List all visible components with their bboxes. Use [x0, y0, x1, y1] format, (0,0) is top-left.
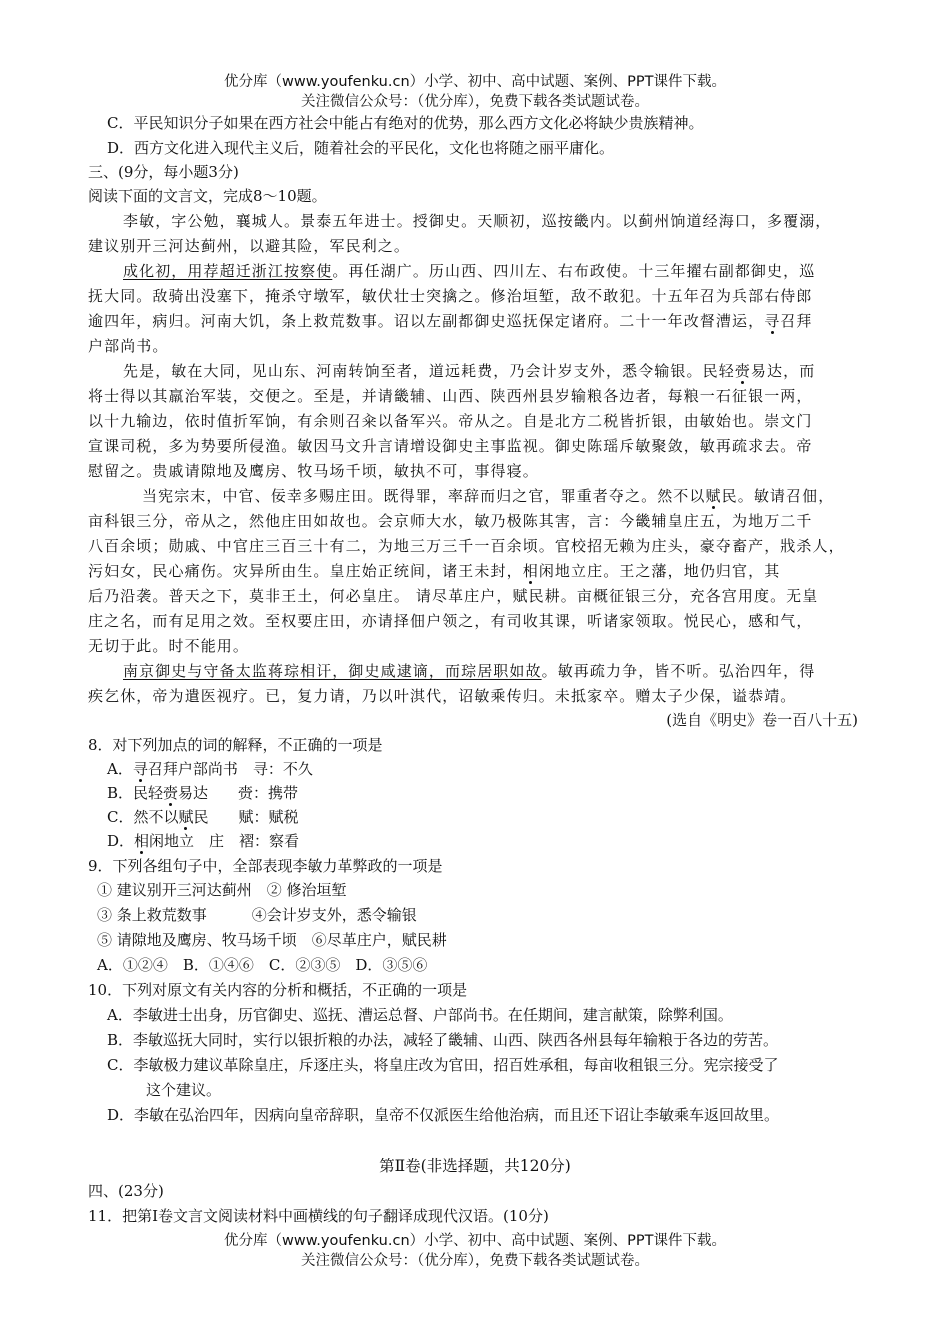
part2-title: 第Ⅱ卷(非选择题，共120分) [379, 1157, 571, 1175]
prev-option-d: D．西方文化进入现代主义后，随着社会的平民化，文化也将随之丽平庸化。 [107, 139, 615, 157]
q9-stem: 9．下列各组句子中，全部表现李敏力革弊政的一项是 [88, 857, 443, 875]
passage-p3-line1: 先是，敏在大同，见山东、河南转饷至者，道远耗费，乃会计岁支外，悉令输银。民轻赍易达，而 [123, 362, 816, 380]
q10-option-a: A．李敏进士出身，历官御史、巡抚、漕运总督、户部尚书。在任期间，建言献策，除弊利国。 [107, 1006, 733, 1024]
header-line-1: 优分库（www.youfenku.cn）小学、初中、高中试题、案例、PPT课件下载。 [224, 74, 726, 90]
header-line-2: 关注微信公众号：（优分库），免费下载各类试题试卷。 [301, 94, 649, 110]
underlined-sentence-1: 成化初，用荐超迁浙江按察使 [123, 262, 333, 280]
dotted-word-xun: 寻 [764, 312, 781, 330]
passage-p3-line3: 以十九输边，依时值折军饷，有余则召籴以备军兴。帝从之。自是北方二税皆折银，由敏始也。崇文门 [88, 412, 813, 430]
footer-line-2: 关注微信公众号：（优分库），免费下载各类试题试卷。 [301, 1253, 649, 1269]
passage-p4-line2: 亩科银三分，帝从之，然他庄田如故也。会京师大水，敏乃极陈其害，言：今畿辅皇庄五，为地万二千 [88, 512, 813, 530]
passage-p4-line4: 污妇女，民心痛伤。灾异所由生。皇庄始正统间，诸王未封，相闲地立庄。王之藩，地仍归官，其 [88, 562, 781, 580]
passage-source: (选自《明史》卷一百八十五) [666, 711, 858, 729]
q8-option-a: A．寻召拜户部尚书 寻：不久 [107, 760, 313, 778]
passage-p4-line1: 当宪宗末，中官、佞幸多赐庄田。既得罪，率辞而归之官，罪重者夺之。然不以赋民。敏请召佃， [142, 487, 835, 505]
q9-row-3: ⑤ 请隙地及鹰房、牧马场千顷 ⑥尽革庄户，赋民耕 [97, 931, 447, 949]
dotted-word-ji: 赍 [734, 362, 751, 380]
q10-option-b: B．李敏巡抚大同时，实行以银折粮的办法，减轻了畿辅、山西、陕西各州县每年输粮于各边的劳苦。 [107, 1031, 779, 1049]
passage-p4-line5: 后乃沿袭。普天之下，莫非王土，何必皇庄。 请尽革庄户，赋民耕。亩概征银三分，充各宫用度。无皇 [88, 587, 819, 605]
q10-stem: 10．下列对原文有关内容的分析和概括，不正确的一项是 [88, 981, 468, 999]
dotted-word-fu: 赋 [705, 487, 722, 505]
passage-p4-line3: 八百余顷；勋戚、中官庄三百三十有二，为地三万三千一百余顷。官校招无赖为庄头，豪夺畜产，戕杀人， [88, 537, 845, 555]
passage-p2-line4: 户部尚书。 [88, 337, 169, 355]
q8-option-c: C．然不以赋民 赋：赋税 [107, 808, 299, 826]
section3-heading: 三、(9分，每小题3分) [88, 163, 239, 181]
section4-heading: 四、(23分) [88, 1182, 164, 1200]
passage-p4-line7: 无切于此。时不能用。 [88, 637, 250, 655]
passage-p5-line2: 疾乞休，帝为遣医视疗。已，复力请，乃以叶淇代，诏敏乘传归。未抵家卒。赠太子少保，谥恭靖。 [88, 687, 797, 705]
section3-instruction: 阅读下面的文言文，完成8～10题。 [88, 187, 327, 205]
q8-stem: 8．对下列加点的词的解释，不正确的一项是 [88, 736, 383, 754]
passage-p1-line2: 建议别开三河达蓟州，以避其险，军民利之。 [88, 237, 411, 255]
passage-p2-line3: 逾四年，病归。河南大饥，条上救荒数事。诏以左副都御史巡抚保定诸府。二十一年改督漕运，寻召拜 [88, 312, 813, 330]
passage-p3-line4: 宣课司税，多为势要所侵渔。敏因马文升言请增设御史主事监视。御史陈瑶斥敏聚敛，敏再疏求去。帝 [88, 437, 813, 455]
passage-p3-line2: 将士得以其羸治军装，交便之。至是，并请畿辅、山西、陕西州县岁输粮各边者，每粮一石征银一两， [88, 387, 813, 405]
prev-option-c: C．平民知识分子如果在西方社会中能占有绝对的优势，那么西方文化必将缺少贵族精神。 [107, 114, 704, 132]
q9-row-1: ① 建议别开三河达蓟州 ② 修治垣堑 [97, 881, 347, 899]
passage-p2-line1: 成化初，用荐超迁浙江按察使。再任湖广。历山西、四川左、右布政使。十三年擢右副都御史，巡 [123, 262, 816, 280]
q10-option-d: D．李敏在弘治四年，因病向皇帝辞职，皇帝不仅派医生给他治病，而且还下诏让李敏乘车返回故里。 [107, 1106, 780, 1124]
passage-p3-line5: 慰留之。贵戚请隙地及鹰房、牧马场千顷，敏执不可，事得寝。 [88, 462, 539, 480]
passage-p4-line6: 庄之名，而有足用之效。至权要庄田，亦请择佃户领之，有司收其课，听诸家领取。悦民心，感和气， [88, 612, 813, 630]
q8-option-b: B．民轻赍易达 赍：携带 [107, 784, 299, 802]
q10-option-c-line2: 这个建议。 [146, 1081, 222, 1099]
q8-option-d: D．相闲地立 庄 褶：察看 [107, 832, 300, 850]
footer-line-1: 优分库（www.youfenku.cn）小学、初中、高中试题、案例、PPT课件下载。 [224, 1233, 726, 1249]
q10-option-c-line1: C．李敏极力建议革除皇庄，斥逐庄头，将皇庄改为官田，招百姓承租，每亩收租银三分。宪宗接受了 [107, 1056, 779, 1074]
q9-row-2: ③ 条上救荒数事 ④会计岁支外，悉令输银 [97, 906, 417, 924]
dotted-word-xiang: 相 [522, 562, 539, 580]
q9-answers: A．①②④ B．①④⑥ C．②③⑤ D．③⑤⑥ [97, 956, 428, 974]
passage-p1-line1: 李敏，字公勉，襄城人。景泰五年进士。授御史。天顺初，巡按畿内。以蓟州饷道经海口，多覆溺， [123, 212, 832, 230]
q11-stem: 11．把第Ⅰ卷文言文阅读材料中画横线的句子翻译成现代汉语。(10分) [88, 1207, 549, 1225]
underlined-sentence-2: 南京御史与守备太监蒋琮相讦，御史咸逮谪，而琮居职如故 [123, 662, 542, 680]
passage-p2-line2: 抚大同。敌骑出没塞下，掩杀守墩军，敏伏壮士突擒之。修治垣堑，敌不敢犯。十五年召为兵部右侍郎 [88, 287, 813, 305]
passage-p5-line1: 南京御史与守备太监蒋琮相讦，御史咸逮谪，而琮居职如故。敏再疏力争，皆不听。弘治四年，得 [123, 662, 816, 680]
